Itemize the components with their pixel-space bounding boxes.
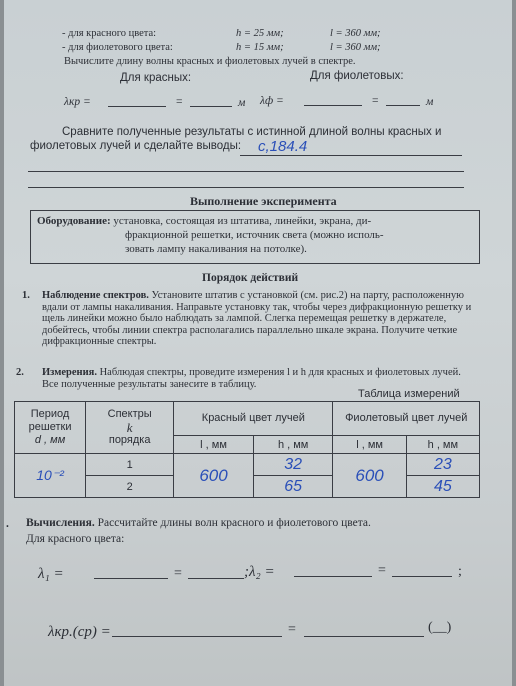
eq-sign: =	[372, 95, 379, 107]
equipment-line-3: зовать лампу накаливания на потолке).	[125, 243, 307, 255]
step3-number: .	[6, 518, 9, 530]
eq-sign: =	[176, 96, 183, 108]
header-period-line-3: d , мм	[34, 434, 66, 446]
red-h-value: h = 25 мм;	[236, 28, 284, 39]
step3-line	[26, 517, 371, 529]
step3-text: Рассчитайте длины волн красного и фиолетового цвета.	[97, 517, 371, 529]
header-spectra-line-1: Спектры	[107, 408, 152, 420]
for-red-label: Для красных:	[120, 72, 192, 84]
eq-sign: =	[288, 622, 296, 637]
handwritten-note: с,184.4	[258, 138, 308, 155]
subheader-red-h: h , мм	[253, 436, 333, 454]
header-spectra	[86, 402, 174, 454]
eq-sign: =	[174, 566, 182, 581]
experiment-heading: Выполнение эксперимента	[190, 194, 337, 208]
header-period-line-2: решетки	[28, 421, 72, 433]
red-h-row-1: 32	[253, 454, 333, 476]
subheader-violet-h: h , мм	[406, 436, 479, 454]
violet-h-value: h = 15 мм;	[236, 42, 284, 53]
eq-sign: =	[378, 563, 386, 578]
step2-title: Измерения.	[42, 367, 97, 378]
red-l-cell: 600	[174, 454, 254, 498]
equipment-box	[30, 210, 480, 264]
unit-parentheses: (__)	[428, 620, 452, 635]
procedure-heading: Порядок действий	[202, 272, 299, 284]
violet-h-row-1: 23	[406, 454, 479, 476]
lambda-violet-label: λф =	[260, 95, 284, 107]
k-row-2: 2	[86, 476, 174, 498]
unit-m: м	[426, 96, 434, 108]
header-violet: Фиолетовый цвет лучей	[333, 402, 480, 436]
compare-line-2: фиолетовых лучей и сделайте выводы:	[30, 140, 242, 152]
worksheet-page	[4, 0, 512, 686]
red-h-row-2: 65	[253, 476, 333, 498]
step2-text: Наблюдая спектры, проведите измерения l и h для красных и фиолетовых лучей. Все полученные результаты занесите в таблицу.	[42, 367, 461, 390]
lambda2-label: ;λ₂ =	[244, 564, 275, 580]
step2-number: 2.	[16, 367, 24, 378]
violet-l-value: l = 360 мм;	[330, 42, 381, 53]
semicolon: ;	[458, 564, 462, 579]
k-row-1: 1	[86, 454, 174, 476]
equipment-line-2: фракционной решетки, источник света (можно исполь-	[125, 229, 384, 241]
violet-h-row-2: 45	[406, 476, 479, 498]
lambda-avg-label: λкр.(ср) =	[48, 624, 111, 640]
lambda-red-label: λкр =	[64, 96, 91, 108]
table-caption: Таблица измерений	[358, 388, 460, 400]
header-red: Красный цвет лучей	[174, 402, 333, 436]
header-period-line-1: Период	[30, 408, 70, 420]
for-red-color-label: Для красного цвета:	[26, 533, 125, 545]
header-spectra-line-3: порядка	[108, 434, 151, 446]
measurement-table	[14, 401, 480, 498]
period-value-cell: 10⁻²	[15, 454, 86, 498]
step3-title: Вычисления.	[26, 517, 95, 529]
violet-color-label: - для фиолетового цвета:	[62, 42, 173, 53]
header-spectra-k: k	[126, 420, 133, 435]
calc-instruction: Вычислите длину волны красных и фиолетовых лучей в спектре.	[64, 56, 356, 67]
equipment-line-1: установка, состоящая из штатива, линейки, экрана, ди-	[113, 215, 372, 227]
step1-title: Наблюдение спектров.	[42, 290, 149, 301]
for-violet-label: Для фиолетовых:	[310, 70, 404, 82]
red-color-label: - для красного цвета:	[62, 28, 157, 39]
step1-number: 1.	[22, 290, 30, 301]
step1-text: Установите штатив с установкой (см. рис.2) на парту, расположенную вдали от лампы накаливания. Направьте установку так, чтобы через дифракционную решетку и щель линейки можно было наблюдать за лампой. Слегка перемещая решетку в держателе, добейтесь, чтобы линии спектра располагались параллельно шкале экрана. Получите четкие дифракционные спектры.	[42, 290, 472, 347]
equipment-label: Оборудование:	[37, 215, 111, 227]
compare-line-1: Сравните полученные результаты с истинной длиной волны красных и	[62, 126, 442, 138]
step1-paragraph	[42, 290, 472, 348]
subheader-red-l: l , мм	[174, 436, 254, 454]
red-l-value: l = 360 мм;	[330, 28, 381, 39]
step2-paragraph	[42, 367, 472, 390]
lambda1-label: λ₁ =	[38, 566, 64, 582]
violet-l-cell: 600	[333, 454, 406, 498]
header-period	[15, 402, 86, 454]
subheader-violet-l: l , мм	[333, 436, 406, 454]
unit-m: м	[238, 97, 246, 109]
